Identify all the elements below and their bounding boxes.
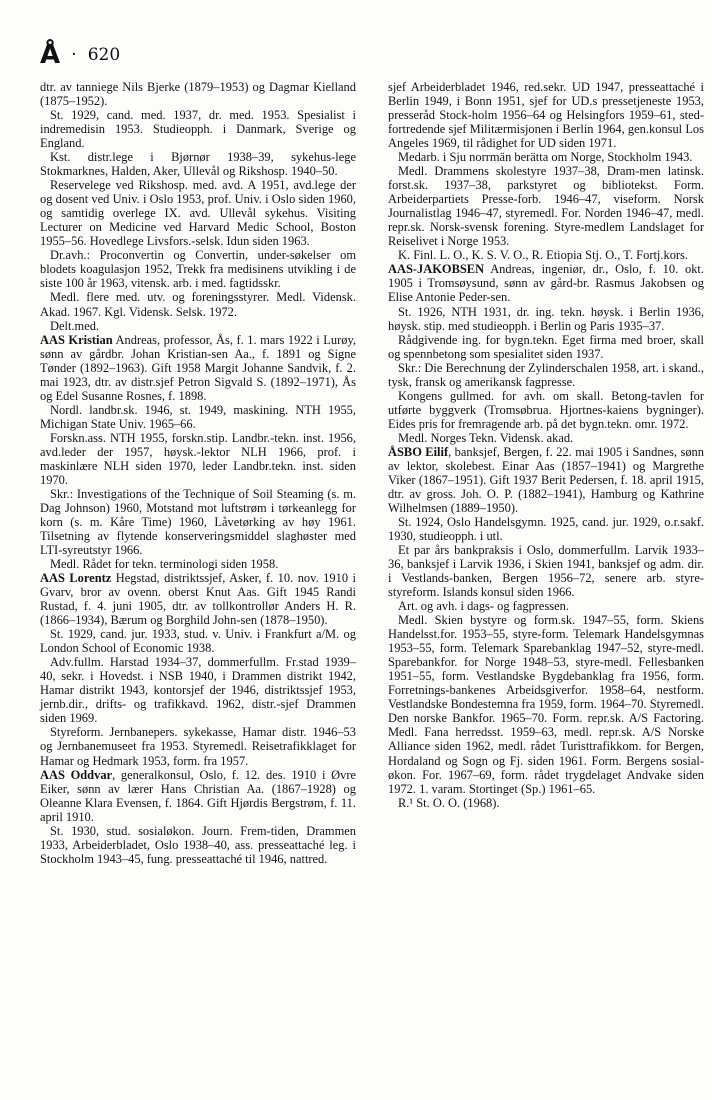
paragraph: Delt.med. <box>50 318 100 333</box>
biography-entry <box>40 768 356 824</box>
page-number-separator: · <box>71 45 77 65</box>
paragraph: Medl. flere med. utv. og foreningsstyrer. Medl. Vidensk. Akad. 1967. Kgl. Vidensk. Selsk. 1972. <box>40 290 356 319</box>
paragraph: Dr.avh.: Proconvertin og Convertin, under-søkelser om blodets koagulasjon 1952, Trekk fra medisinens utvikling i de siste 100 år 1963, vitensk. arb. i med. fagtidsskr. <box>40 248 356 291</box>
entry-name: ÅSBO Eilif <box>388 444 449 459</box>
paragraph: Kongens gullmed. for avh. om skall. Betong-tavlen for utførte byggverk (Tromsøbrua. Hjortnes-kaiens bygninger). Eides pris for fremragende arb. på det bygn.tekn. omr. 1972. <box>388 388 704 431</box>
continued-paragraph: dtr. av tanniege Nils Bjerke (1879–1953) og Dagmar Kielland (1875–1952). <box>40 80 356 109</box>
paragraph: Adv.fullm. Harstad 1934–37, dommerfullm. Fr.stad 1939–40, sekr. i Hovedst. i NSB 1940, i Drammen distrikt 1942, Hamar distrikt 1943, kontorsjef der 1946, distriktssjef 1953, jernb.dir., drifts- og trafikkavd. 1962, distr.-sjef Drammen siden 1969. <box>40 655 356 726</box>
biography-entry <box>40 333 356 403</box>
paragraph: Art. og avh. i dags- og fagpressen. <box>398 599 569 614</box>
paragraph: Skr.: Investigations of the Technique of Soil Steaming (s. m. Dag Johnson) 1960, Motstand mot luftstrøm i tørkeanlegg for korn (s. m. Kåre Time) 1960, Låvetørking av høy 1961. Tilsetning av flytende konserveringsmiddel slaghøster med LTI-syreutstyr 1966. <box>40 486 356 558</box>
entry-text: , banksjef, Bergen, f. 22. mai 1905 i Sandnes, sønn av lektor, skolebest. Einar Aas (1857–1941) og Margrethe Viker (1867–1951). Gift 1937 Berit Pedersen, f. 18. april 1915, dtr. av gross. Joh. O. P. (1882–1941), Hamburg og Kathrine Wilhelmsen (1889–1950). <box>388 444 704 515</box>
paragraph: Medl. Drammens skolestyre 1937–38, Dram-men latinsk. forst.sk. 1937–38, parkstyret og bibliotekst. Form. Arbeiderpartiets Presse-forb. 1946–47, viseform. Norsk Journalistlag 1946–47, styremedl. For. Norden 1946–47, medl. repr.sk. Norsk-svensk forening. Styre-medlem Landslaget for Reiselivet i Norge 1953. <box>388 164 704 249</box>
entry-text: Hegstad, distriktssjef, Asker, f. 10. nov. 1910 i Gvarv, bror av ovenn. oberst Knut Aas. Gift 1945 Randi Rustad, f. 4. juni 1905, dtr. av tollkontrollør Anders H. R. (1866–1934), Bærum og Borghild John-sen (1878–1950). <box>40 571 356 628</box>
left-column <box>40 80 356 866</box>
biography-entry <box>388 445 704 515</box>
paragraph: St. 1930, stud. sosialøkon. Journ. Frem-tiden, Drammen 1933, Arbeiderbladet, Oslo 1938–40, ass. presseattaché leg. i Stockholm 1943–45, fung. presseattaché til 1946, nattred. <box>40 823 356 866</box>
paragraph: St. 1924, Oslo Handelsgymn. 1925, cand. jur. 1929, o.r.sakf. 1930, studieopph. i utl. <box>388 514 704 543</box>
paragraph: St. 1929, cand. jur. 1933, stud. v. Univ. i Frankfurt a/M. og London School of Economic 1938. <box>40 627 356 656</box>
entry-text: Andreas, professor, Ås, f. 1. mars 1922 i Lurøy, sønn av gårdbr. Johan Kristian-sen Aa., f. 1891 og Signe Tønder (1892–1963). Gift 1958 Margit Johanne Sandvik, f. 2. mai 1923, dtr. av distr.sjef Petron Sigvald S. (1892–1971), Ås og Edel Susanne Rosnes, f. 1898. <box>40 332 356 403</box>
entry-text: , generalkonsul, Oslo, f. 12. des. 1910 i Øvre Eiker, sønn av lærer Hans Christian Aa. (1867–1928) og Oleanne Klara Evensen, f. 1864. Gift Hjørdis Bergstrøm, f. 11. april 1910. <box>40 767 356 824</box>
paragraph: Nordl. landbr.sk. 1946, st. 1949, maskining. NTH 1955, Michigan State Univ. 1965–66. <box>40 402 356 431</box>
paragraph: St. 1926, NTH 1931, dr. ing. tekn. høysk. i Berlin 1936, høysk. stip. med studieopph. i Berlin og Paris 1935–37. <box>388 304 704 333</box>
paragraph: R.¹ St. O. O. (1968). <box>398 795 500 810</box>
paragraph: Medarb. i Sju norrmän berätta om Norge, Stockholm 1943. <box>398 150 693 165</box>
paragraph: St. 1929, cand. med. 1937, dr. med. 1953. Spesialist i indremedisin 1953. Studieopph. i Danmark, Sverige og England. <box>40 108 356 151</box>
entry-name: AAS Oddvar <box>40 767 113 782</box>
biography-entry <box>388 262 704 304</box>
paragraph: Reservelege ved Rikshosp. med. avd. A 1951, avd.lege der og dosent ved Univ. i Oslo 1953, prof. Univ. i Oslo siden 1960, og samtidig overlege IX. avd. Ullevål sykehus. Visiting Lecturer on Medicine ved Harvard Medic School, Boston 1955–56. Hovedlege Livsfors.-selsk. Idun siden 1963. <box>40 178 356 249</box>
paragraph: Et par års bankpraksis i Oslo, dommerfullm. Larvik 1933–36, banksjef i Larvik 1936, i Skien 1941, banksjef og adm. dir. i Vestlands-banken, Bergen 1956–72, senere arb. styre-styreform. Islands konsul siden 1966. <box>388 543 704 600</box>
paragraph: Medl. Skien bystyre og form.sk. 1947–55, form. Skiens Handelsst.for. 1953–55, styre-form. Telemark Handelsgymnas 1953–55, form. Telemark Sparebanklag 1947–52, styre-medl. Sparebankfor. for Norge 1948–53, styre-medl. Fellesbanken 1951–55, form. Vestlandske Bygdebanklag fra 1956, form. Forretnings-bankenes Arbeidsgiverfor. 1958–64, nestform. Vestlandske Bondestemna fra 1959, form. 1964–70. Styremedl. Den norske Bankfor. 1965–70. Form. repr.sk. A/S Factoring. Medl. Fana herredsst. 1959–63, medl. repr.sk. A/S Norske Alliance siden 1962, medl. rådet Turisttrafikkom. for Bergen, Hordaland og Sogn og Fj. siden 1961. Form. Bergens sosial-økon. For. 1967–69, form. rådet trygdelaget Andvake siden 1972. 1. varam. Stortinget (Sp.) 1961–65. <box>388 613 704 796</box>
paragraph: Medl. Norges Tekn. Vidensk. akad. <box>398 430 574 445</box>
section-letter: Å <box>40 40 61 70</box>
paragraph: Rådgivende ing. for bygn.tekn. Eget firma med broer, skall og spennbetong som spesialitet siden 1937. <box>388 332 704 361</box>
paragraph: K. Finl. L. O., K. S. V. O., R. Etiopia Stj. O., T. Fortj.kors. <box>398 248 689 263</box>
paragraph: Skr.: Die Berechnung der Zylinderschalen 1958, art. i skand., tysk, fransk og amerikansk fagpresse. <box>388 360 704 389</box>
entry-name: AAS Lorentz <box>40 571 112 586</box>
continued-paragraph: sjef Arbeiderbladet 1946, red.sekr. UD 1947, presseattaché i Berlin 1949, i Bonn 1951, sjef for UD.s pressetjeneste 1953, presseråd Stock-holm 1956–64 og Helsingfors 1959–61, sted-fortredende sjef Militærmisjonen i Berlin 1964, gen.konsul Los Angeles 1969, til rådighet for UD siden 1971. <box>388 80 704 151</box>
paragraph: Styreform. Jernbanepers. sykekasse, Hamar distr. 1946–53 og Jernbanemuseet fra 1953. Styremedl. Reisetrafikklaget for Hamar og Hedmark 1953, form. fra 1957. <box>40 725 356 768</box>
page-number: 620 <box>87 45 121 65</box>
paragraph: Kst. distr.lege i Bjørnør 1938–39, sykehus-lege Stokmarknes, Halden, Aker, Ullevål og Rikshosp. 1940–50. <box>40 150 356 179</box>
biography-entry <box>40 571 356 627</box>
entry-text: Andreas, ingeniør, dr., Oslo, f. 10. okt. 1905 i Tromsøysund, sønn av gård-br. Rasmus Jakobsen og Elise Antonie Peder-sen. <box>388 262 704 305</box>
entry-name: AAS-JAKOBSEN <box>388 262 485 277</box>
page-header <box>40 40 120 70</box>
entry-name: AAS Kristian <box>40 332 113 347</box>
paragraph: Forskn.ass. NTH 1955, forskn.stip. Landbr.-tekn. inst. 1956, avd.leder der 1957, høysk.-lektor NLH 1966, prof. i maskinlære NLH siden 1970, leder Landbr.tekn. inst. siden 1970. <box>40 430 356 487</box>
paragraph: Medl. Rådet for tekn. terminologi siden 1958. <box>50 557 279 572</box>
right-column <box>388 80 704 810</box>
